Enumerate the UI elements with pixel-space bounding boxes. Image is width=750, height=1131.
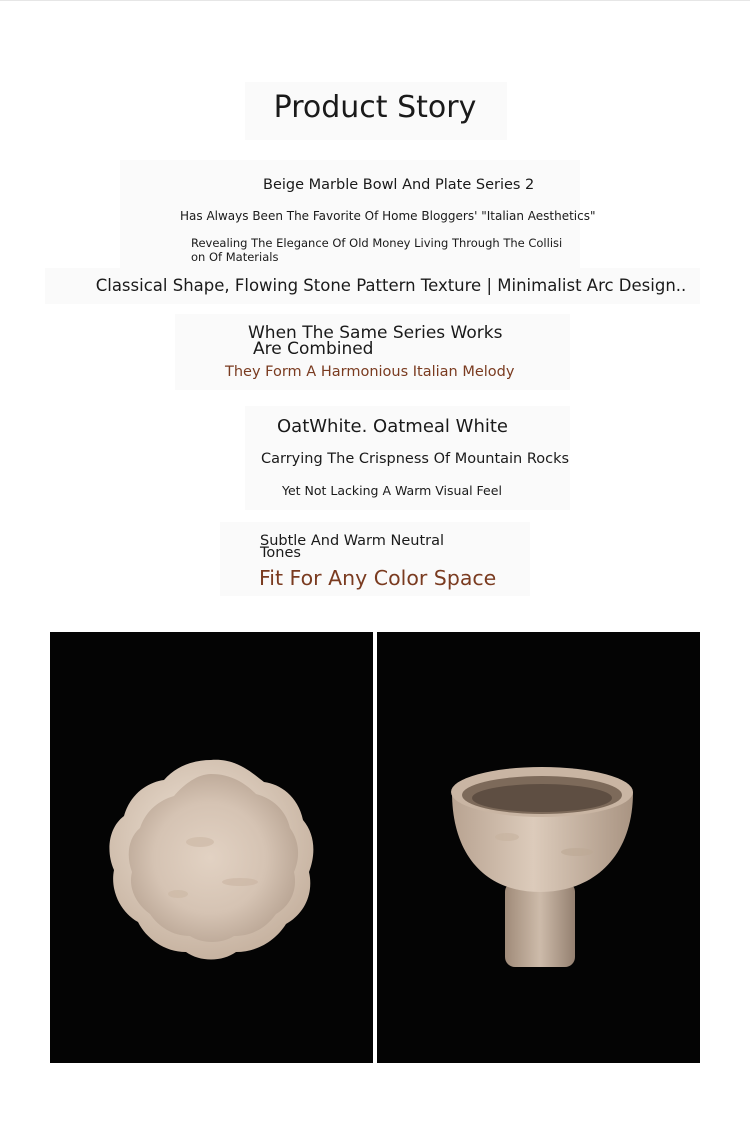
series-line-1: When The Same Series Works — [248, 323, 503, 343]
top-divider — [0, 0, 750, 1]
product-photo-pedestal-bowl — [377, 632, 700, 1063]
intro-line-3a: Revealing The Elegance Of Old Money Living Through The Collisi — [191, 236, 563, 250]
color-name: OatWhite. Oatmeal White — [277, 416, 508, 437]
series-line-2: Are Combined — [253, 339, 374, 359]
intro-line-2: Has Always Been The Favorite Of Home Bloggers' "Italian Aesthetics" — [180, 209, 596, 223]
product-photo-bowl — [50, 632, 373, 1063]
scalloped-bowl-illustration — [50, 632, 373, 1063]
color-line-2: Yet Not Lacking A Warm Visual Feel — [282, 483, 502, 498]
intro-line-4: Classical Shape, Flowing Stone Pattern Texture | Minimalist Arc Design.. — [95, 276, 687, 295]
tones-line-1: Subtle And Warm Neutral — [260, 533, 445, 549]
intro-line-3b: on Of Materials — [191, 250, 279, 264]
pedestal-bowl-illustration — [377, 632, 700, 1063]
intro-line-1: Beige Marble Bowl And Plate Series 2 — [263, 177, 535, 193]
tones-line-2: Tones — [260, 545, 301, 561]
tones-accent: Fit For Any Color Space — [259, 566, 497, 590]
series-accent: They Form A Harmonious Italian Melody — [225, 364, 515, 380]
color-line-1: Carrying The Crispness Of Mountain Rocks — [261, 451, 570, 467]
page-title: Product Story — [273, 90, 477, 125]
